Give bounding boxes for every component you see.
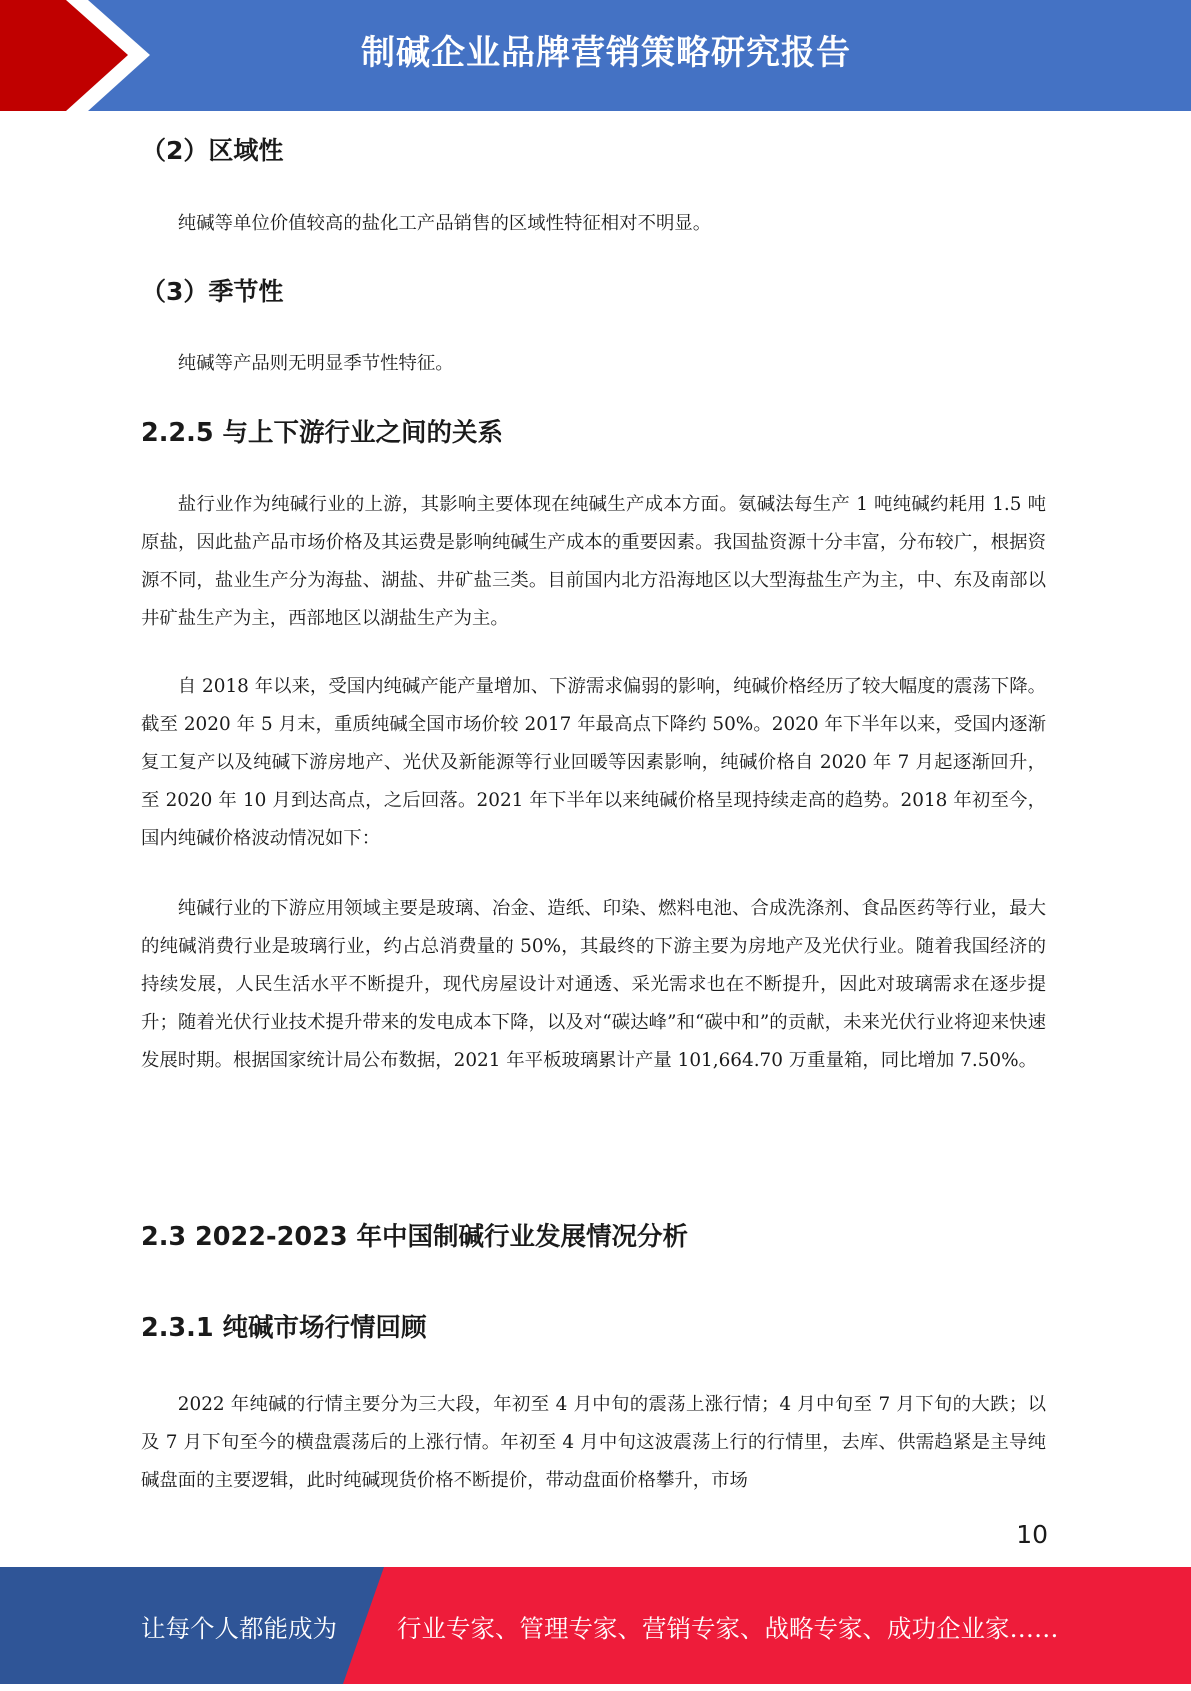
paragraph-downstream: 纯碱行业的下游应用领域主要是玻璃、冶金、造纸、印染、燃料电池、合成洗涤剂、食品医药等行业，最大的纯碱消费行业是玻璃行业，约占总消费量的 50%，其最终的下游主要为房地产及光伏行业。随着我国经济的持续发展，人民生活水平不断提升，现代房屋设计对通透、采光需求也在不断提升，因此对玻璃需求在逐步提升；随着光伏行业技术提升带来的发电成本下降，以及对“碳达峰”和“碳中和”的贡献，未来光伏行业将迎来快速发展时期。根据国家统计局公布数据，2021 年平板玻璃累计产量 101,664.70 万重量箱，同比增加 7.50%。 <box>141 898 1046 1071</box>
footer-banner <box>0 1567 1191 1684</box>
paragraph-price-trend: 自 2018 年以来，受国内纯碱产能产量增加、下游需求偏弱的影响，纯碱价格经历了较大幅度的震荡下降。截至 2020 年 5 月末，重质纯碱全国市场价较 2017 年最高点下降约 50%。2020 年下半年以来，受国内逐渐复工复产以及纯碱下游房地产、光伏及新能源等行业回暖等因素影响，纯碱价格自 2020 年 7 月起逐渐回升，至 2020 年 10 月到达高点，之后回落。2021 年下半年以来纯碱价格呈现持续走高的趋势。2018 年初至今，国内纯碱价格波动情况如下： <box>141 676 1046 849</box>
heading-2-3: 2.3 2022-2023 年中国制碱行业发展情况分析 <box>141 1222 688 1252</box>
page-number: 10 <box>1016 1520 1048 1549</box>
paragraph-upstream: 盐行业作为纯碱行业的上游，其影响主要体现在纯碱生产成本方面。氨碱法每生产 1 吨纯碱约耗用 1.5 吨原盐，因此盐产品市场价格及其运费是影响纯碱生产成本的重要因素。我国盐资源十分丰富，分布较广，根据资源不同，盐业生产分为海盐、湖盐、井矿盐三类。目前国内北方沿海地区以大型海盐生产为主，中、东及南部以井矿盐生产为主，西部地区以湖盐生产为主。 <box>141 494 1046 629</box>
footer-slogan-right: 行业专家、管理专家、营销专家、战略专家、成功企业家…… <box>397 1614 1059 1643</box>
heading-regional: （2）区域性 <box>141 136 284 165</box>
report-title: 制碱企业品牌营销策略研究报告 <box>361 33 851 73</box>
footer-slogan-left: 让每个人都能成为 <box>141 1614 337 1643</box>
paragraph-seasonal: 纯碱等产品则无明显季节性特征。 <box>177 353 454 374</box>
paragraph-market-review: 2022 年纯碱的行情主要分为三大段，年初至 4 月中旬的震荡上涨行情；4 月中旬至 7 月下旬的大跌；以及 7 月下旬至今的横盘震荡后的上涨行情。年初至 4 月中旬这波震荡上行的行情里，去库、供需趋紧是主导纯碱盘面的主要逻辑，此时纯碱现货价格不断提价，带动盘面价格攀升，市场 <box>141 1394 1046 1491</box>
header-banner <box>0 0 1191 111</box>
paragraph-regional: 纯碱等单位价值较高的盐化工产品销售的区域性特征相对不明显。 <box>177 213 712 234</box>
heading-2-2-5: 2.2.5 与上下游行业之间的关系 <box>141 418 503 448</box>
heading-seasonal: （3）季节性 <box>141 277 284 306</box>
heading-2-3-1: 2.3.1 纯碱市场行情回顾 <box>141 1313 427 1343</box>
